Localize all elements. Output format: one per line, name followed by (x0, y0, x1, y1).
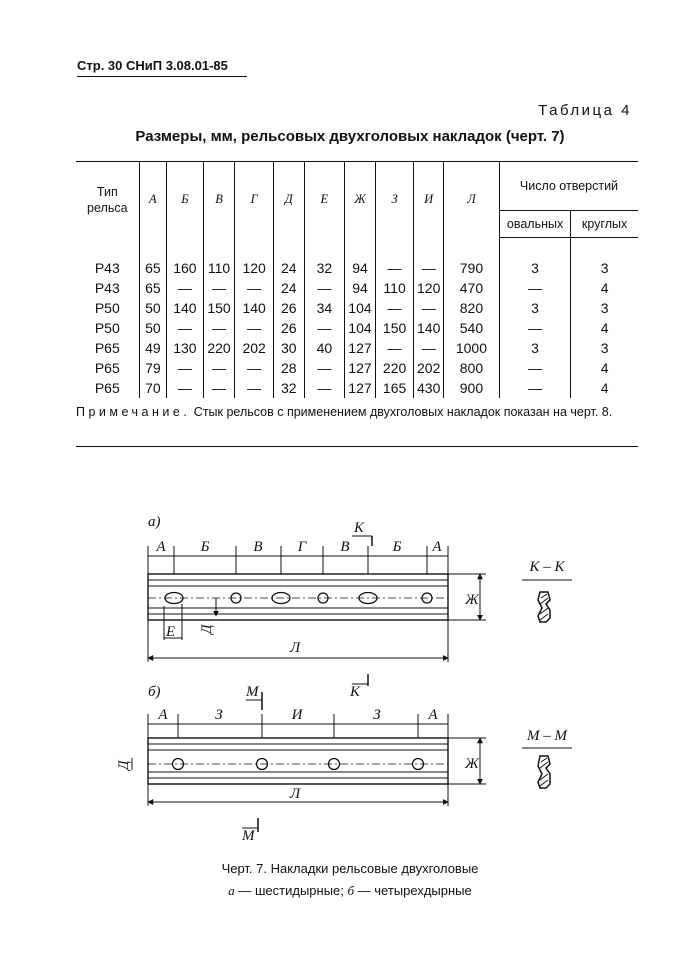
table-cell: — (235, 378, 274, 398)
table-cell: 70 (139, 378, 166, 398)
note-rule (76, 446, 638, 447)
cell-rail-type: Р65 (94, 340, 120, 356)
section-mark-m-bottom: М (242, 828, 255, 844)
section-k-k (522, 580, 572, 622)
table-cell: — (499, 358, 570, 378)
table-cell: 540 (443, 318, 499, 338)
table-cell: — (375, 338, 414, 358)
dim-z-2: З (373, 707, 381, 723)
col-header-b: Б (167, 162, 204, 238)
table-cell: 104 (345, 318, 376, 338)
note-lead: Примечание. (76, 405, 191, 419)
dim-l-a: Л (290, 640, 301, 656)
table-cell: 4 (571, 358, 638, 378)
table-cell: 94 (345, 258, 376, 278)
table-cell: 110 (375, 278, 414, 298)
table-cell: — (414, 258, 444, 278)
table-cell: 140 (167, 298, 204, 318)
table-cell: — (167, 358, 204, 378)
table-cell: 220 (203, 338, 235, 358)
table-cell: — (203, 378, 235, 398)
table-cell: 800 (443, 358, 499, 378)
table-row (76, 258, 638, 278)
legend-text-a: — шестидырные; (234, 883, 348, 898)
dim-a-1: А (156, 539, 166, 555)
dim-a-2: А (432, 539, 442, 555)
dim-z-1: З (215, 707, 223, 723)
col-header-i: И (414, 162, 444, 238)
figure-caption: Черт. 7. Накладки рельсовые двухголовые (221, 861, 479, 876)
dim-b-2: Б (392, 539, 402, 555)
dim-d-b: Д (116, 760, 132, 770)
table-cell: 94 (345, 278, 376, 298)
drawing-a-tag: а) (148, 514, 161, 530)
table-cell: 3 (499, 298, 570, 318)
table-cell: — (499, 278, 570, 298)
table-cell: 49 (139, 338, 166, 358)
dimensions-table (76, 161, 638, 398)
table-cell: 3 (571, 258, 638, 278)
drawing-b-strip (148, 738, 448, 784)
table-cell: 220 (375, 358, 414, 378)
table-cell: — (235, 278, 274, 298)
legend-key-b: б (347, 883, 355, 898)
cell-rail-type: Р65 (94, 360, 120, 376)
table-cell: 24 (273, 258, 304, 278)
col-header-oval: овальных (499, 211, 570, 238)
col-header-e: Е (304, 162, 345, 238)
drawing-a-dimensions (148, 536, 486, 686)
section-m-m (522, 748, 572, 788)
table-cell: 120 (235, 258, 274, 278)
table-cell: — (235, 318, 274, 338)
table-number: Таблица 4 (538, 102, 632, 119)
table-note (76, 404, 642, 421)
table-cell: 50 (139, 318, 166, 338)
table-cell: 140 (414, 318, 444, 338)
dim-zh-a: Ж (465, 592, 479, 608)
section-mark-k-bottom: К (350, 684, 360, 700)
table-cell: — (499, 318, 570, 338)
table-cell: 50 (139, 298, 166, 318)
section-mark-m-top: М (246, 684, 259, 700)
dim-zh-b: Ж (465, 756, 479, 772)
note-text: Стык рельсов с применением двухголовых накладок показан на черт. 8. (190, 405, 613, 419)
table-cell: 900 (443, 378, 499, 398)
table-cell: 32 (304, 258, 345, 278)
table-cell: 127 (345, 358, 376, 378)
table-cell: — (375, 298, 414, 318)
table-cell: 110 (203, 258, 235, 278)
dim-v-2: В (340, 539, 350, 555)
table-row (76, 298, 638, 318)
table-cell: 4 (571, 378, 638, 398)
col-header-type: Тип рельса (76, 162, 139, 238)
table-cell: — (203, 318, 235, 338)
table-cell: 140 (235, 298, 274, 318)
page-header: Стр. 30 СНиП 3.08.01-85 (77, 58, 228, 73)
table-cell: — (499, 378, 570, 398)
table-cell: 150 (375, 318, 414, 338)
dim-a-3: А (158, 707, 168, 723)
table-cell: 26 (273, 318, 304, 338)
legend-key-a: а (228, 883, 235, 898)
table-cell: 79 (139, 358, 166, 378)
col-header-d: Д (273, 162, 304, 238)
table-cell: — (304, 318, 345, 338)
figure-legend (0, 883, 700, 899)
table-cell: 165 (375, 378, 414, 398)
col-header-z: З (375, 162, 414, 238)
table-cell: — (414, 338, 444, 358)
cell-rail-type: Р50 (94, 300, 120, 316)
table-cell: — (167, 378, 204, 398)
table-cell: — (414, 298, 444, 318)
table-row (76, 378, 638, 398)
table-cell: — (375, 258, 414, 278)
table-cell: 28 (273, 358, 304, 378)
table-cell: 4 (571, 318, 638, 338)
dim-g: Г (297, 539, 307, 555)
table-cell: — (235, 358, 274, 378)
dim-d-a: Д (199, 624, 215, 634)
table-cell: 1000 (443, 338, 499, 358)
table-cell: 4 (571, 278, 638, 298)
table-cell: 430 (414, 378, 444, 398)
drawing-fig7 (0, 500, 700, 860)
dim-l-b: Л (290, 786, 301, 802)
table-cell: 202 (414, 358, 444, 378)
table-row (76, 318, 638, 338)
table-cell: 127 (345, 378, 376, 398)
table-cell: — (203, 278, 235, 298)
table-cell: 3 (499, 338, 570, 358)
table-cell: 104 (345, 298, 376, 318)
col-header-holes: Число отверстий (499, 162, 638, 211)
table-cell: 470 (443, 278, 499, 298)
table-cell: 160 (167, 258, 204, 278)
cell-rail-type: Р43 (94, 260, 120, 276)
table-cell: 65 (139, 278, 166, 298)
drawing-b-tag: б) (148, 684, 161, 700)
header-underline (77, 76, 247, 77)
drawing-a-strip (148, 574, 448, 620)
dim-b-1: Б (200, 539, 210, 555)
table-cell: 120 (414, 278, 444, 298)
table-cell: — (203, 358, 235, 378)
dim-v-1: В (253, 539, 263, 555)
section-mark-k-top: К (354, 520, 364, 536)
table-cell: 820 (443, 298, 499, 318)
table-cell: 3 (571, 298, 638, 318)
cell-rail-type: Р43 (94, 280, 120, 296)
col-header-round: круглых (571, 211, 638, 238)
table-row (76, 278, 638, 298)
col-header-v: В (203, 162, 235, 238)
table-cell: 34 (304, 298, 345, 318)
table-cell: — (304, 358, 345, 378)
table-cell: — (304, 278, 345, 298)
table-cell: 202 (235, 338, 274, 358)
table-cell: 32 (273, 378, 304, 398)
dim-e: Е (166, 624, 176, 640)
col-header-g: Г (235, 162, 274, 238)
table-cell: — (304, 378, 345, 398)
section-label-k: К – К (529, 559, 565, 575)
section-label-m: М – М (527, 728, 567, 744)
table-cell: 130 (167, 338, 204, 358)
cell-rail-type: Р65 (94, 380, 120, 396)
table-cell: 40 (304, 338, 345, 358)
table-cell: — (167, 318, 204, 338)
table-cell: — (167, 278, 204, 298)
table-cell: 150 (203, 298, 235, 318)
table-cell: 127 (345, 338, 376, 358)
col-header-a: А (139, 162, 166, 238)
col-header-zh: Ж (345, 162, 376, 238)
table-cell: 3 (499, 258, 570, 278)
table-cell: 30 (273, 338, 304, 358)
table-cell: 65 (139, 258, 166, 278)
dim-a-4: А (428, 707, 438, 723)
table-cell: 26 (273, 298, 304, 318)
table-cell: 790 (443, 258, 499, 278)
table-row (76, 338, 638, 358)
cell-rail-type: Р50 (94, 320, 120, 336)
table-title: Размеры, мм, рельсовых двухголовых накладок (черт. 7) (135, 128, 565, 145)
dim-i: И (291, 707, 303, 723)
legend-text-b: — четырехдырные (354, 883, 472, 898)
table-cell: 3 (571, 338, 638, 358)
table-row (76, 358, 638, 378)
table-body (76, 238, 638, 399)
table-cell: 24 (273, 278, 304, 298)
col-header-l: Л (443, 162, 499, 238)
